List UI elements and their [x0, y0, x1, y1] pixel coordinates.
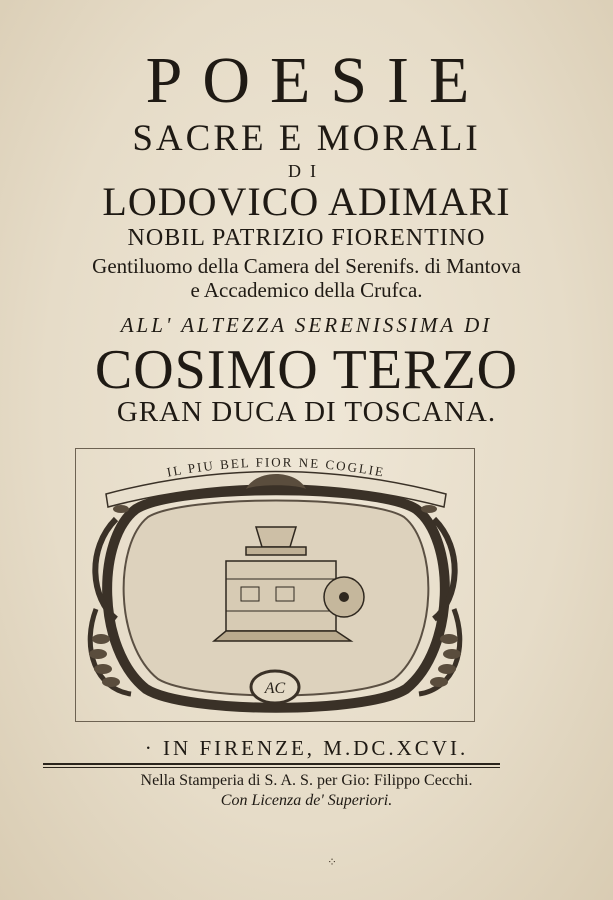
emblem-motto: IL PIU BEL FIOR NE COGLIE: [165, 454, 387, 480]
emblem-illustration: [76, 449, 474, 721]
svg-text:AC: AC: [264, 680, 286, 697]
author-office-line-2: e Accademico della Crufca.: [190, 278, 423, 302]
dedication-line: ALL' ALTEZZA SERENISSIMA DI: [120, 313, 493, 337]
author-office-line-1: Gentiluomo della Camera del Serenifs. di Mantova: [92, 254, 521, 278]
book-title: POESIE: [145, 44, 490, 117]
author-nobility: NOBIL PATRIZIO FIORENTINO: [127, 225, 486, 251]
author-name: LODOVICO ADIMARI: [102, 179, 511, 224]
imprint-rule-thin: [43, 767, 500, 768]
by-line: DI: [288, 161, 325, 181]
monogram: [251, 671, 299, 703]
dedicatee-title: GRAN DUCA DI TOSCANA.: [116, 396, 497, 428]
printer-emblem: [75, 448, 475, 722]
imprint-licence: Con Licenza de' Superiori.: [220, 792, 393, 809]
dedicatee-name: COSIMO TERZO: [94, 339, 519, 401]
imprint-printer: Nella Stamperia di S. A. S. per Gio: Filippo Cecchi.: [140, 772, 473, 789]
imprint-place-date: · IN FIRENZE, M.DC.XCVI.: [144, 736, 469, 760]
ornament-mark: ⁘: [327, 855, 338, 869]
book-subtitle: SACRE E MORALI: [132, 118, 481, 159]
imprint-rule: [43, 763, 500, 765]
